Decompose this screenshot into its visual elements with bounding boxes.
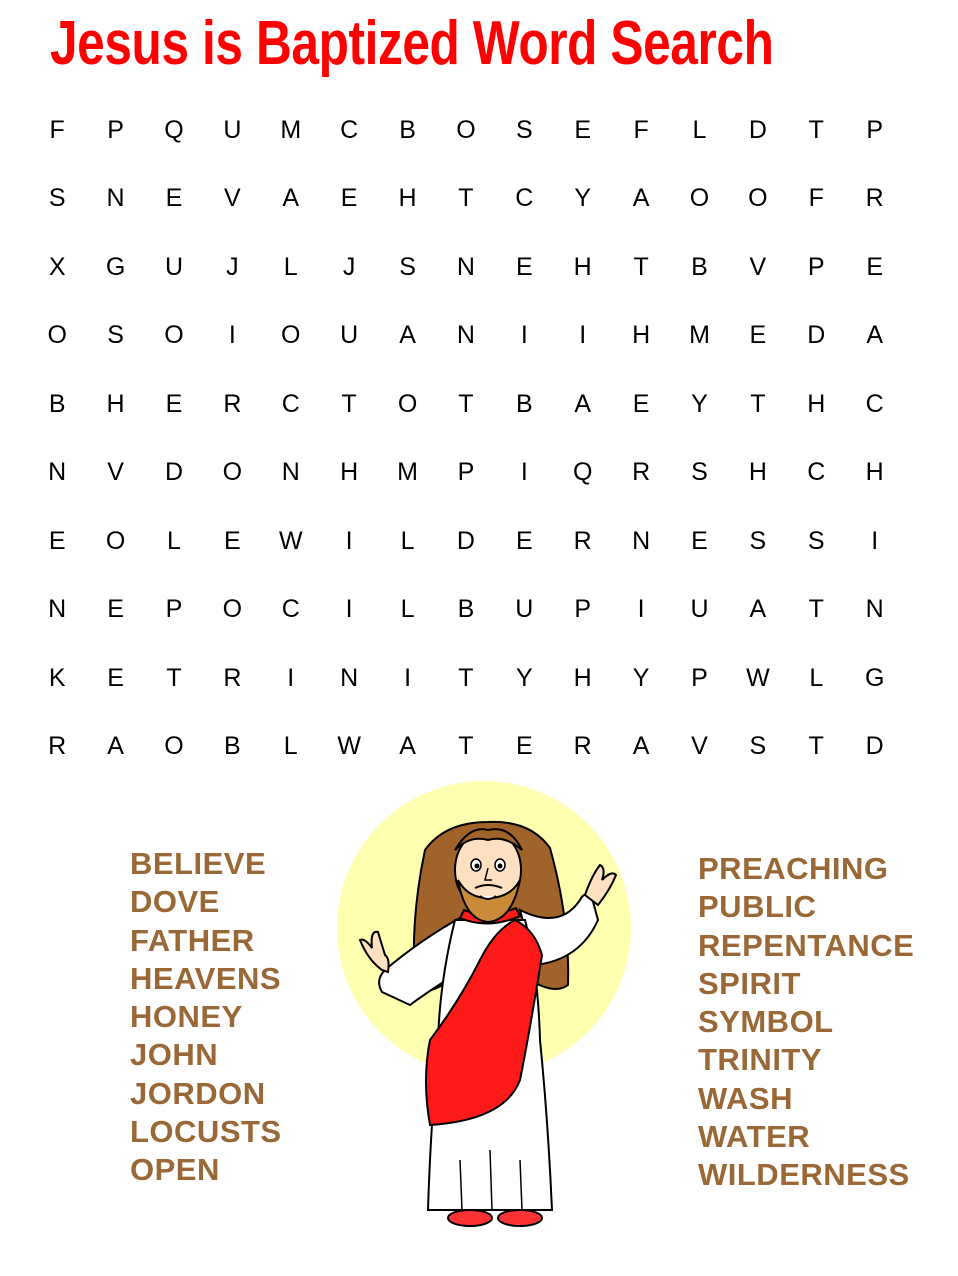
grid-letter[interactable]: T (808, 732, 824, 761)
grid-letter[interactable]: I (345, 595, 353, 624)
grid-letter[interactable]: I (520, 321, 528, 350)
grid-letter[interactable]: U (164, 252, 183, 281)
grid-letter[interactable]: H (632, 321, 651, 350)
grid-row (28, 713, 904, 782)
grid-letter[interactable]: B (48, 389, 66, 418)
grid-letter[interactable]: O (281, 321, 301, 350)
grid-letter[interactable]: W (278, 526, 303, 555)
grid-letter[interactable]: O (222, 595, 243, 624)
grid-letter[interactable]: L (400, 526, 415, 555)
grid-row (28, 96, 904, 165)
grid-letter[interactable]: R (48, 732, 67, 761)
grid-letter[interactable]: H (573, 252, 592, 281)
grid-letter[interactable]: N (106, 184, 125, 213)
grid-letter[interactable]: P (165, 595, 183, 624)
grid-letter[interactable]: N (865, 595, 884, 624)
grid-letter[interactable]: W (337, 732, 361, 761)
grid-letter[interactable]: X (48, 252, 66, 281)
word-list-item: PUBLIC (698, 889, 817, 925)
grid-letter[interactable]: D (807, 321, 826, 350)
grid-letter[interactable]: H (106, 389, 125, 418)
grid-letter[interactable]: E (165, 389, 183, 418)
grid-letter[interactable]: Y (691, 389, 708, 418)
grid-letter[interactable]: D (865, 732, 884, 761)
grid-letter[interactable]: E (340, 184, 358, 213)
grid-letter[interactable]: Q (164, 115, 184, 144)
grid-letter[interactable]: O (164, 321, 184, 350)
grid-letter[interactable]: O (105, 526, 126, 555)
grid-letter[interactable]: E (574, 115, 592, 144)
grid-letter[interactable]: C (340, 115, 359, 144)
grid-letter[interactable]: E (515, 526, 533, 555)
word-list-item: WILDERNESS (698, 1157, 910, 1193)
grid-letter[interactable]: V (691, 732, 708, 761)
grid-letter[interactable]: P (574, 595, 592, 624)
letter-grid (28, 96, 904, 781)
grid-letter[interactable]: Y (574, 184, 592, 213)
grid-letter[interactable]: I (579, 321, 587, 350)
grid-letter[interactable]: S (399, 252, 416, 281)
grid-letter[interactable]: I (637, 595, 645, 624)
grid-letter[interactable]: G (105, 252, 126, 281)
grid-letter[interactable]: B (224, 732, 241, 761)
grid-letter[interactable]: V (107, 458, 124, 487)
grid-letter[interactable]: E (224, 526, 241, 555)
grid-letter[interactable]: P (691, 663, 708, 692)
grid-letter[interactable]: S (691, 458, 708, 487)
grid-letter[interactable]: E (866, 252, 883, 281)
grid-row (28, 233, 904, 302)
grid-letter[interactable]: L (283, 732, 298, 761)
grid-letter[interactable]: T (750, 389, 766, 418)
grid-letter[interactable]: G (864, 663, 885, 692)
grid-letter[interactable]: N (281, 458, 300, 487)
grid-letter[interactable]: O (748, 184, 768, 213)
grid-letter[interactable]: E (107, 663, 124, 692)
grid-letter[interactable]: P (107, 115, 124, 144)
grid-row (28, 370, 904, 439)
word-list-item: HEAVENS (130, 960, 282, 996)
grid-letter[interactable]: A (282, 184, 300, 213)
grid-row (28, 644, 904, 713)
word-list-item: HONEY (130, 999, 243, 1035)
grid-letter[interactable]: S (515, 115, 533, 144)
word-list-item: WATER (698, 1119, 811, 1155)
grid-letter[interactable]: S (48, 184, 66, 213)
grid-letter[interactable]: U (340, 321, 359, 350)
grid-letter[interactable]: Y (632, 663, 650, 692)
grid-letter[interactable]: J (342, 252, 356, 281)
word-list-item: JORDON (130, 1075, 266, 1111)
grid-letter[interactable]: O (222, 458, 243, 487)
grid-row (28, 302, 904, 371)
grid-letter[interactable]: A (107, 732, 124, 761)
grid-letter[interactable]: T (458, 663, 474, 692)
grid-letter[interactable]: M (397, 458, 418, 487)
grid-row (28, 165, 904, 234)
grid-letter[interactable]: N (48, 458, 67, 487)
grid-letter[interactable]: T (458, 184, 474, 213)
grid-letter[interactable]: I (228, 321, 236, 350)
grid-letter[interactable]: E (691, 526, 708, 555)
grid-row (28, 576, 904, 645)
grid-letter[interactable]: E (749, 321, 767, 350)
grid-letter[interactable]: Q (572, 458, 593, 487)
grid-letter[interactable]: S (749, 526, 767, 555)
grid-letter[interactable]: A (632, 732, 650, 761)
grid-letter[interactable]: M (280, 115, 302, 144)
grid-letter[interactable]: A (399, 732, 416, 761)
jesus-figure-illustration (330, 780, 640, 1240)
word-list-item: FATHER (130, 922, 255, 958)
grid-letter[interactable]: P (866, 115, 883, 144)
grid-letter[interactable]: R (223, 663, 242, 692)
grid-letter[interactable]: E (165, 184, 183, 213)
grid-letter[interactable]: T (458, 389, 474, 418)
grid-letter[interactable]: T (458, 732, 474, 761)
grid-letter[interactable]: J (226, 252, 239, 281)
grid-letter[interactable]: C (281, 389, 300, 418)
word-list-item: SPIRIT (698, 965, 801, 1001)
grid-letter[interactable]: L (400, 595, 415, 624)
word-list-item: WASH (698, 1080, 793, 1116)
grid-letter[interactable]: P (457, 458, 475, 487)
grid-letter[interactable]: L (692, 115, 707, 144)
grid-letter[interactable]: V (224, 184, 241, 213)
grid-letter[interactable]: B (457, 595, 475, 624)
grid-letter[interactable]: L (167, 526, 181, 555)
grid-letter[interactable]: R (573, 526, 592, 555)
grid-letter[interactable]: N (456, 321, 475, 350)
grid-letter[interactable]: A (574, 389, 592, 418)
grid-letter[interactable]: N (456, 252, 475, 281)
grid-letter[interactable]: R (865, 184, 884, 213)
grid-letter[interactable]: A (749, 595, 767, 624)
word-list-item: SYMBOL (698, 1004, 834, 1040)
grid-row (28, 507, 904, 576)
grid-letter[interactable]: T (808, 115, 824, 144)
grid-letter[interactable]: E (515, 732, 533, 761)
grid-letter[interactable]: H (865, 458, 884, 487)
grid-letter[interactable]: V (749, 252, 767, 281)
grid-letter[interactable]: U (223, 115, 242, 144)
grid-letter[interactable]: W (746, 663, 770, 692)
grid-letter[interactable]: N (632, 526, 651, 555)
grid-letter[interactable]: H (340, 458, 359, 487)
grid-letter[interactable]: N (340, 663, 359, 692)
grid-letter[interactable]: H (807, 389, 826, 418)
word-list-right (698, 850, 914, 1195)
word-list-item: OPEN (130, 1152, 220, 1188)
grid-letter[interactable]: P (807, 252, 825, 281)
grid-letter[interactable]: C (807, 458, 826, 487)
word-list-item: BELIEVE (130, 846, 267, 881)
grid-letter[interactable]: M (689, 321, 710, 350)
grid-letter[interactable]: C (865, 389, 884, 418)
page-title: Jesus is Baptized Word Search (50, 9, 774, 78)
grid-letter[interactable]: D (748, 115, 767, 144)
grid-letter[interactable]: T (633, 252, 649, 281)
grid-letter[interactable]: T (166, 663, 182, 692)
grid-letter[interactable]: A (399, 321, 416, 350)
grid-letter[interactable]: I (404, 663, 412, 692)
grid-letter[interactable]: C (281, 595, 300, 624)
grid-letter[interactable]: T (341, 389, 357, 418)
grid-letter[interactable]: R (573, 732, 592, 761)
grid-letter[interactable]: E (107, 595, 124, 624)
grid-letter[interactable]: B (399, 115, 416, 144)
grid-letter[interactable]: Y (515, 663, 533, 692)
word-list-left (130, 845, 282, 1190)
grid-letter[interactable]: F (808, 184, 824, 213)
word-list-item: PREACHING (698, 851, 889, 886)
grid-letter[interactable]: C (515, 184, 534, 213)
grid-letter[interactable]: O (164, 732, 184, 761)
grid-letter[interactable]: S (749, 732, 767, 761)
grid-letter[interactable]: D (456, 526, 475, 555)
grid-letter[interactable]: S (807, 526, 825, 555)
grid-letter[interactable]: A (866, 321, 883, 350)
grid-letter[interactable]: L (809, 663, 824, 692)
grid-letter[interactable]: T (808, 595, 824, 624)
grid-letter[interactable]: O (47, 321, 67, 350)
grid-row (28, 439, 904, 508)
word-list-item: TRINITY (698, 1042, 823, 1078)
grid-letter[interactable]: I (345, 526, 353, 555)
grid-letter[interactable]: R (223, 389, 242, 418)
word-list-item: JOHN (130, 1037, 219, 1073)
grid-letter[interactable]: I (871, 526, 879, 555)
grid-letter[interactable]: U (515, 595, 534, 624)
grid-letter[interactable]: H (748, 458, 767, 487)
grid-letter[interactable]: I (287, 663, 295, 692)
grid-letter[interactable]: F (49, 115, 65, 144)
word-list-item: LOCUSTS (130, 1114, 282, 1150)
grid-letter[interactable]: D (164, 458, 183, 487)
word-list-item: REPENTANCE (698, 927, 915, 963)
grid-letter[interactable]: I (520, 458, 528, 487)
grid-letter[interactable]: S (107, 321, 124, 350)
grid-letter[interactable]: K (48, 663, 66, 692)
grid-letter[interactable]: N (48, 595, 67, 624)
grid-letter[interactable]: O (689, 184, 710, 213)
grid-letter[interactable]: B (691, 252, 708, 281)
word-list-item: DOVE (130, 884, 220, 920)
grid-letter[interactable]: E (632, 389, 650, 418)
grid-letter[interactable]: O (456, 115, 476, 144)
grid-letter[interactable]: H (573, 663, 592, 692)
grid-letter[interactable]: H (398, 184, 417, 213)
grid-letter[interactable]: O (397, 389, 418, 418)
grid-letter[interactable]: U (690, 595, 709, 624)
grid-letter[interactable]: A (632, 184, 650, 213)
grid-letter[interactable]: L (283, 252, 298, 281)
grid-letter[interactable]: B (515, 389, 533, 418)
grid-letter[interactable]: F (633, 115, 649, 144)
grid-letter[interactable]: R (632, 458, 651, 487)
grid-letter[interactable]: E (515, 252, 533, 281)
grid-letter[interactable]: E (48, 526, 66, 555)
